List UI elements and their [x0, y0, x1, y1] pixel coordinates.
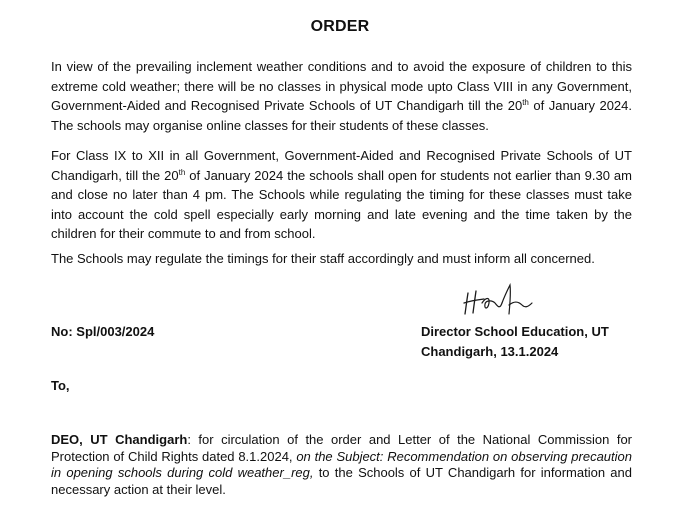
ordinal-suffix: th: [178, 167, 186, 177]
paragraph-4-text-b: to the Schools of UT Chandigarh for information and necessary action at their level.: [51, 465, 632, 497]
signatory-title: Director School Education, UT: [421, 324, 609, 339]
subject-line: on the Subject: Recommendation on observing precaution in opening schools during cold weather_reg,: [51, 448, 632, 481]
paragraph-senior-classes: [51, 146, 632, 244]
order-reference-number: No: Spl/003/2024: [51, 324, 155, 339]
paragraph-2-text-b: of January 2024 the schools shall open for students not earlier than 9.30 am and close no later than 4 pm. The Schools while regulating the timing for these classes must take into account the cold spell especially early morning and late evening and the time taken by the children for their commute to and from school.: [51, 167, 632, 242]
ordinal-suffix: th: [522, 98, 529, 108]
signatory-place-date: Chandigarh, 13.1.2024: [421, 344, 559, 359]
paragraph-staff-timings: The Schools may regulate the timings for their staff accordingly and must inform all concerned.: [51, 251, 595, 266]
paragraph-4-text-a: : for circulation of the order and Letter of the National Commission for Protection of Child Rights dated 8.1.2024,: [51, 432, 633, 464]
paragraph-2-text-a: For Class IX to XII in all Government, Government-Aided and Recognised Private Schools of UT Chandigarh, till the 20: [51, 148, 632, 183]
paragraph-1-text-a: In view of the prevailing inclement weather conditions and to avoid the exposure of children to this extreme cold weather; there will be no classes in physical mode upto Class VIII in any Government, Government-Aided and Recognised Private Schools of UT Chandigarh till the 20: [51, 59, 632, 114]
addressee: DEO, UT Chandigarh: [51, 432, 188, 447]
paragraph-1-text-b: of January 2024. The schools may organise online classes for their students of these classes.: [51, 98, 632, 133]
signatory-block: [421, 322, 609, 362]
signature: [462, 283, 538, 317]
to-label: To,: [51, 378, 70, 393]
page-title: ORDER: [310, 18, 370, 35]
paragraph-school-closure: [51, 57, 632, 135]
paragraph-circulation: [51, 432, 632, 498]
